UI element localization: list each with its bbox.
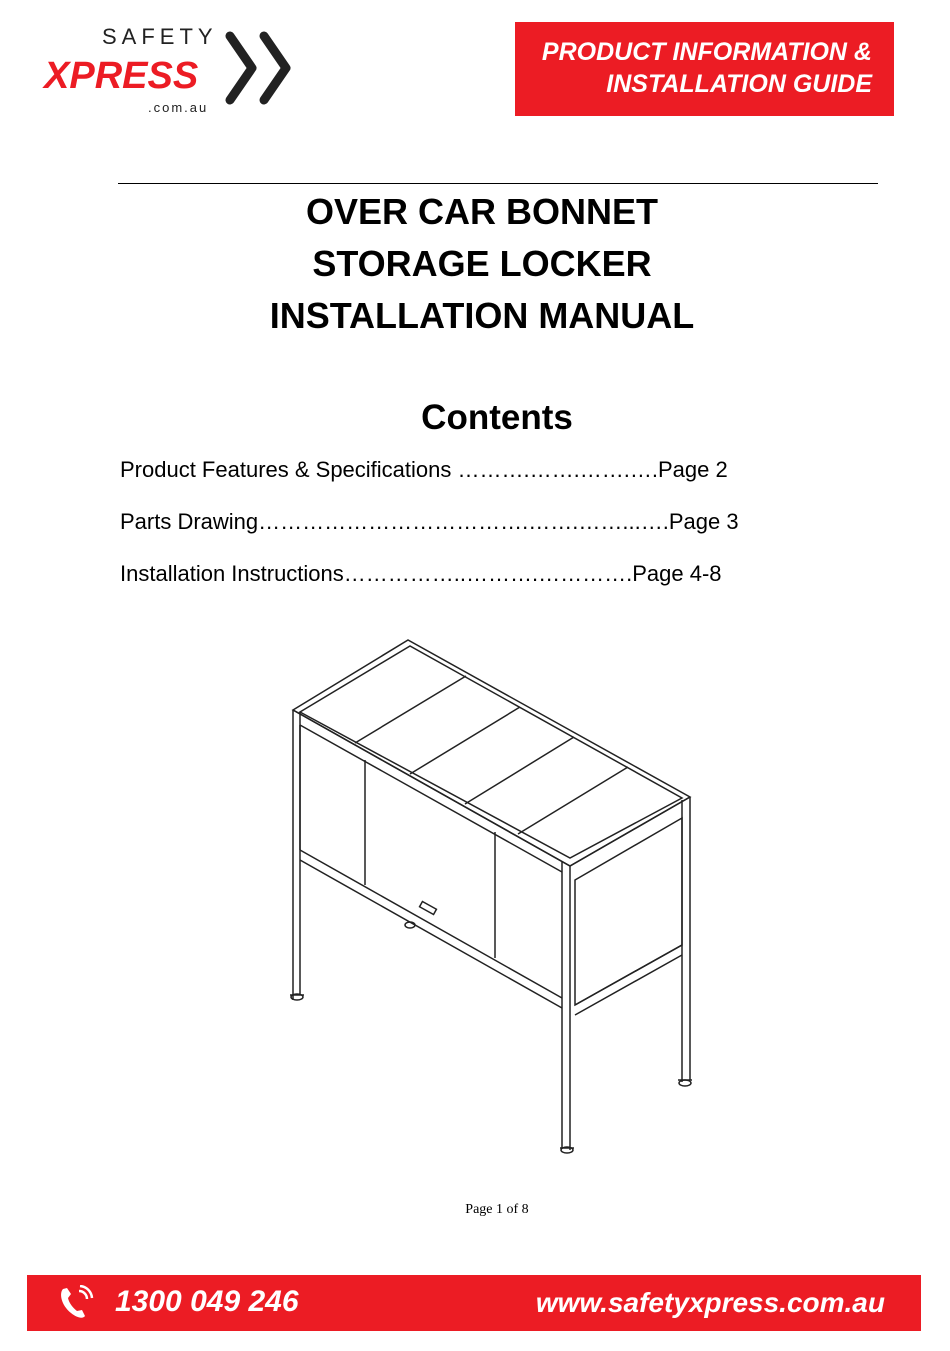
title-line-1: OVER CAR BONNET (305, 191, 659, 232)
toc-dots: ……………………………….…….……...…. (258, 509, 669, 534)
toc-label: Parts Drawing (120, 509, 259, 534)
svg-text:SAFETY: SAFETY (102, 24, 218, 49)
footer-phone[interactable]: 1300 049 246 (115, 1285, 299, 1318)
toc-item[interactable] (120, 561, 722, 587)
header-banner (515, 22, 894, 116)
svg-text:.com.au: .com.au (148, 100, 209, 115)
contents-heading: Contents (421, 398, 573, 437)
footer-banner (27, 1275, 921, 1331)
page-indicator: Page 1 of 8 (465, 1202, 529, 1217)
divider (118, 183, 878, 184)
locker-illustration (270, 630, 710, 1170)
toc-item[interactable] (120, 509, 739, 535)
toc-item[interactable] (120, 457, 728, 483)
toc-dots: ……….…….…….…. (457, 457, 658, 482)
header-line-2: INSTALLATION GUIDE (606, 70, 872, 98)
toc-page: Page 3 (668, 509, 739, 534)
safety-xpress-logo (40, 22, 300, 122)
footer-url[interactable]: www.safetyxpress.com.au (535, 1287, 885, 1318)
title-line-3: INSTALLATION MANUAL (269, 295, 695, 336)
title-line-2: STORAGE LOCKER (312, 243, 652, 284)
toc-dots: ……………..……….…………. (343, 561, 633, 586)
toc-label: Product Features & Specifications (120, 457, 458, 482)
toc-page: Page 4-8 (632, 561, 722, 586)
phone-icon (57, 1285, 97, 1321)
header-line-1: PRODUCT INFORMATION & (541, 38, 872, 66)
toc-label: Installation Instructions (120, 561, 344, 586)
svg-text:XPRESS: XPRESS (44, 55, 199, 97)
toc-page: Page 2 (657, 457, 728, 482)
